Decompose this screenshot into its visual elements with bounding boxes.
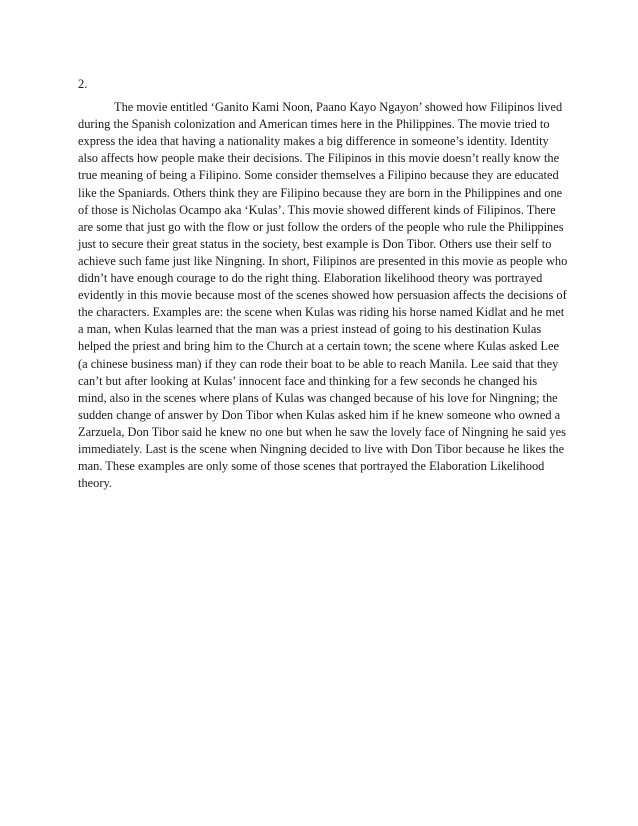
body-paragraph: The movie entitled ‘Ganito Kami Noon, Paano Kayo Ngayon’ showed how Filipinos lived during the Spanish colonization and American times here in the Philippines. The movie tried to express the idea that having a nationality makes a big difference in someone’s identity. Identity also affects how people make their decisions. The Filipinos in this movie doesn’t really know the true meaning of being a Filipino. Some consider themselves a Filipino because they are educated like the Spaniards. Others think they are Filipino because they are born in the Philippines and one of those is Nicholas Ocampo aka ‘Kulas’. This movie showed different kinds of Filipinos. There are some that just go with the flow or just follow the orders of the people who rule the Philippines just to secure their great status in the society, best example is Don Tibor. Others use their self to achieve such fame just like Ningning. In short, Filipinos are presented in this movie as people who didn’t have enough courage to do the right thing. Elaboration likelihood theory was portrayed evidently in this movie because most of the scenes showed how persuasion affects the decisions of the characters. Examples are: the scene when Kulas was riding his horse named Kidlat and he met a man, when Kulas learned that the man was a priest instead of going to his destination Kulas helped the priest and bring him to the Church at a certain town; the scene where Kulas asked Lee (a chinese business man) if they can rode their boat to be able to reach Manila. Lee said that they can’t but after looking at Kulas’ innocent face and thinking for a few seconds he changed his mind, also in the scenes where plans of Kulas was changed because of his love for Ningning; the sudden change of answer by Don Tibor when Kulas asked him if he knew someone who owned a Zarzuela, Don Tibor said he knew no one but when he saw the lovely face of Ningning he said yes immediately. Last is the scene when Ningning decided to live with Don Tibor because he likes the man. These examples are only some of those scenes that portrayed the Elaboration Likelihood theory. [78, 100, 568, 491]
document-content [78, 76, 568, 492]
item-number: 2. [78, 77, 88, 91]
